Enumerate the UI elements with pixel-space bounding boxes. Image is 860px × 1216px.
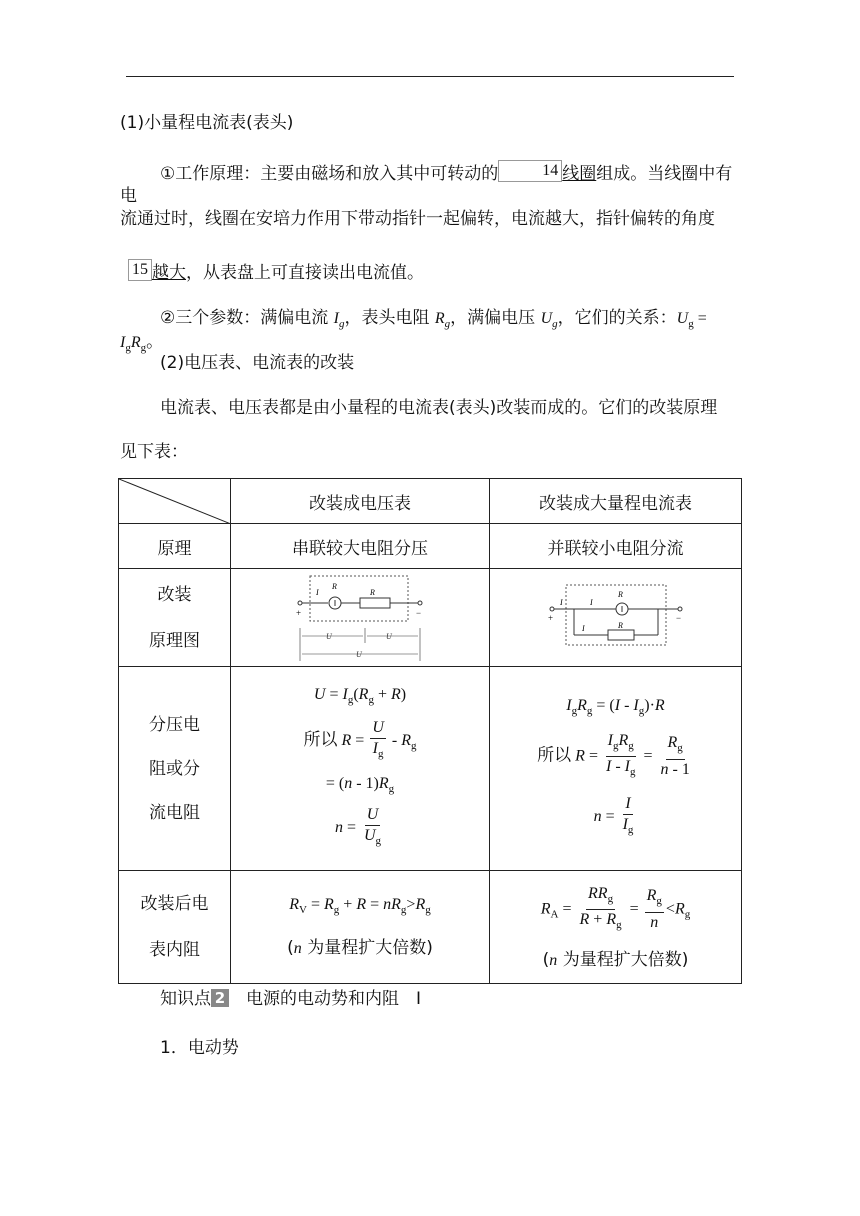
paragraph-parameters: ②三个参数：满偏电流 $I_g$，表头电阻 $R_g$，满偏电压 $U_g$，它们的关系：$U_g = I_gR_g$。 — [120, 308, 707, 355]
table-row — [119, 479, 742, 524]
ammeter-internal — [490, 871, 742, 984]
row-label-resistor — [119, 667, 231, 871]
section1-title-text: (1)小量程电流表(表头) — [120, 113, 294, 133]
note: (n 为量程扩大倍数) — [542, 950, 689, 971]
row-label-principle: 原理 — [119, 524, 231, 569]
text-seg: 组成。当线圈中有电 — [120, 164, 733, 207]
cell-parallel: 并联较小电阻分流 — [490, 524, 742, 569]
svg-text:U: U — [356, 649, 362, 659]
so-label: 所以 — [537, 745, 572, 766]
conversion-table — [118, 478, 742, 984]
svg-text:U: U — [386, 631, 392, 641]
svg-text:R: R — [332, 581, 337, 591]
svg-text:I: I — [316, 587, 319, 597]
paragraph-principle-end — [128, 259, 744, 284]
svg-text:I: I — [589, 597, 593, 607]
knowledge-label: 知识点 — [160, 989, 211, 1009]
blank-answer-15: 越大 — [152, 263, 186, 283]
svg-text:−: − — [416, 607, 422, 618]
item-emf — [160, 1037, 776, 1059]
knowledge-title: 电源的电动势和内阻 Ⅰ — [246, 989, 422, 1009]
label-line: 改装后电 — [140, 894, 209, 914]
svg-text:R: R — [370, 587, 375, 597]
section2-title — [160, 352, 776, 374]
formula-relation: $U_g = I_gR_g$ — [120, 310, 707, 355]
formula-2: 所以 R = $\frac{U}{I_g}$ - $R_g$ — [303, 719, 417, 761]
formula-3: n = $\frac{I}{I_g}$ — [593, 795, 634, 837]
svg-text:U: U — [326, 631, 332, 641]
ammeter-formulas — [490, 667, 742, 871]
row-label-diagram — [119, 569, 231, 667]
svg-text:R: R — [617, 589, 623, 599]
label-line: 改装 — [157, 584, 192, 605]
note-text: 为量程扩大倍数) — [307, 937, 433, 958]
text-seg: 电流表、电压表都是由小量程的电流表(表头)改装而成的。它们的改装原理 — [160, 398, 718, 418]
table-row — [119, 871, 742, 984]
label-line: 表内阻 — [149, 940, 200, 960]
section1-title — [120, 112, 736, 134]
header-ammeter: 改装成大量程电流表 — [490, 479, 742, 524]
text-seg: ，它们的关系： — [557, 308, 677, 328]
svg-text:R: R — [617, 620, 623, 630]
label-line: 阻或分 — [149, 758, 200, 779]
diagonal-header-cell — [119, 479, 231, 524]
paragraph-intro — [120, 397, 736, 419]
row-label-internal — [119, 871, 231, 984]
formula: $U_g$ — [540, 310, 558, 331]
voltmeter-formulas — [231, 667, 490, 871]
formula-rv: $R_V = R_g + R = nR_g>R_g$ — [289, 896, 431, 917]
cell-series: 串联较大电阻分压 — [231, 524, 490, 569]
formula-ra: $R_A$ = $\frac{RR_g}{R + R_g}$ = $\frac{R_g}{n}$ $<R_g$ — [540, 884, 691, 932]
text-seg: ，满偏电压 — [450, 308, 536, 328]
header-voltmeter: 改装成电压表 — [231, 479, 490, 524]
text-seg: ，表头电阻 — [344, 308, 430, 328]
formula-3: = $(n - 1)R_g$ — [325, 774, 395, 795]
blank-number-15: 15 — [128, 259, 152, 281]
formula-1: $I_gR_g = (I - I_g)\cdot R$ — [566, 696, 665, 717]
blank-answer-14: 线圈 — [562, 164, 597, 184]
knowledge-number-badge: 2 — [211, 989, 229, 1007]
paragraph-intro-end — [120, 441, 736, 463]
text-seg: ，从表盘上可直接读出电流值。 — [186, 263, 424, 283]
table-row — [119, 569, 742, 667]
header-rule — [126, 76, 734, 77]
voltmeter-circuit-cell — [231, 569, 490, 667]
svg-text:+: + — [296, 607, 302, 618]
svg-text:I: I — [581, 623, 585, 633]
ammeter-circuit-diagram — [546, 583, 686, 653]
item-emf-text: 1．电动势 — [160, 1038, 239, 1058]
label-line: 原理图 — [149, 630, 200, 651]
label-line: 流电阻 — [149, 802, 200, 823]
note-text: 为量程扩大倍数) — [562, 950, 689, 971]
section2-title-text: (2)电压表、电流表的改装 — [160, 353, 355, 373]
text-seg: 见下表： — [120, 442, 188, 462]
table-row — [119, 667, 742, 871]
diagonal-line — [119, 479, 231, 524]
ammeter-circuit-cell — [490, 569, 742, 667]
so-label: 所以 — [303, 730, 338, 751]
svg-text:I: I — [559, 597, 563, 607]
svg-text:+: + — [547, 612, 553, 623]
voltmeter-internal — [231, 871, 490, 984]
label-line: 分压电 — [149, 714, 200, 735]
text-seg: ①工作原理：主要由磁场和放入其中可转动的 — [160, 164, 499, 184]
paragraph-principle-cont — [120, 208, 736, 230]
formula-2: 所以 R = $\frac{I_gR_g}{I - I_g}$ = $\frac{R_g}{n - 1}$ — [537, 731, 690, 779]
formula: $I_g$ — [333, 310, 345, 331]
svg-text:−: − — [675, 612, 681, 623]
note: (n 为量程扩大倍数) — [287, 937, 433, 958]
knowledge-point — [160, 988, 776, 1010]
text-seg: 流通过时，线圈在安培力作用下带动指针一起偏转，电流越大，指针偏转的角度 — [120, 209, 715, 229]
formula-1: $U = I_g(R_g + R)$ — [313, 686, 407, 707]
formula: $R_g$ — [434, 310, 451, 331]
blank-number-14: 14 — [498, 160, 562, 182]
voltmeter-circuit-diagram — [290, 573, 430, 663]
paragraph-principle — [120, 160, 736, 207]
text-seg: ②三个参数：满偏电流 — [160, 308, 329, 328]
formula-4: n = $\frac{U}{U_g}$ — [334, 805, 382, 847]
table-row — [119, 524, 742, 569]
